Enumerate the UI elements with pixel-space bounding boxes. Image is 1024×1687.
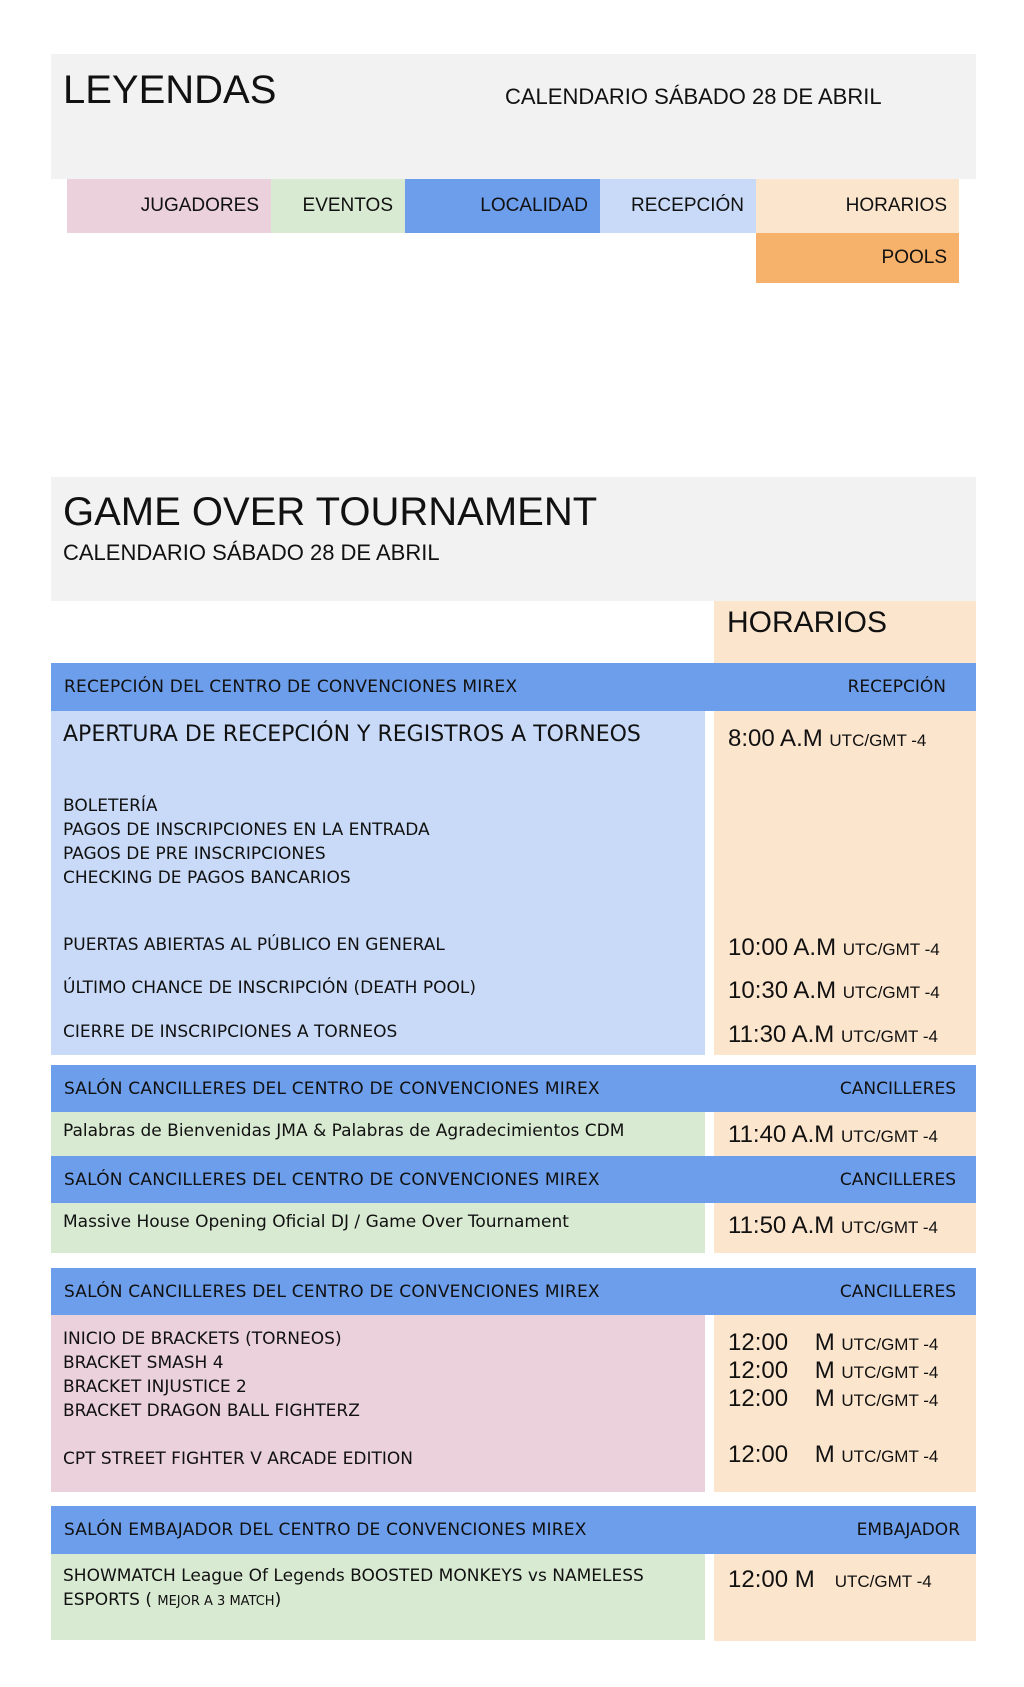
legend-horarios: HORARIOS xyxy=(756,179,959,233)
schedule-title: GAME OVER TOURNAMENT xyxy=(63,490,598,534)
section-divider xyxy=(51,1055,976,1065)
section-divider xyxy=(51,1253,976,1268)
event-label: SHOWMATCH League Of Legends BOOSTED MONKEYS vs NAMELESS xyxy=(63,1566,644,1586)
event-time: 12:00 M UTC/GMT -4 xyxy=(728,1385,939,1412)
event-label: CIERRE DE INSCRIPCIONES A TORNEOS xyxy=(63,1022,398,1042)
event-label: BRACKET DRAGON BALL FIGHTERZ xyxy=(63,1401,360,1421)
schedule-subtitle: CALENDARIO SÁBADO 28 DE ABRIL xyxy=(63,540,440,565)
event-label: PUERTAS ABIERTAS AL PÚBLICO EN GENERAL xyxy=(63,935,445,955)
event-time: 12:00 M UTC/GMT -4 xyxy=(728,1329,939,1356)
horarios-label: HORARIOS xyxy=(727,606,888,639)
event-time: 10:00 A.M UTC/GMT -4 xyxy=(728,934,940,961)
event-label: BRACKET SMASH 4 xyxy=(63,1353,224,1373)
event-time: 8:00 A.M UTC/GMT -4 xyxy=(728,725,927,752)
legend-pools: POOLS xyxy=(756,233,959,283)
event-label: INICIO DE BRACKETS (TORNEOS) xyxy=(63,1329,342,1349)
list-item: PAGOS DE PRE INSCRIPCIONES xyxy=(63,844,326,864)
venue-name: SALÓN CANCILLERES DEL CENTRO DE CONVENCIONES MIREX xyxy=(64,1170,600,1190)
venue-tag: EMBAJADOR xyxy=(856,1520,960,1540)
venue-name: RECEPCIÓN DEL CENTRO DE CONVENCIONES MIREX xyxy=(64,677,518,697)
event-label: ÚLTIMO CHANCE DE INSCRIPCIÓN (DEATH POOL) xyxy=(63,978,476,998)
list-item: CHECKING DE PAGOS BANCARIOS xyxy=(63,868,351,888)
legend-eventos: EVENTOS xyxy=(271,179,405,233)
event-label: Palabras de Bienvenidas JMA & Palabras de Agradecimientos CDM xyxy=(63,1121,625,1141)
venue-tag: CANCILLERES xyxy=(839,1282,956,1302)
list-item: PAGOS DE INSCRIPCIONES EN LA ENTRADA xyxy=(63,820,430,840)
event-label: CPT STREET FIGHTER V ARCADE EDITION xyxy=(63,1449,413,1469)
legend-title: LEYENDAS xyxy=(63,68,277,112)
venue-name: SALÓN EMBAJADOR DEL CENTRO DE CONVENCIONES MIREX xyxy=(64,1520,587,1540)
event-time: 10:30 A.M UTC/GMT -4 xyxy=(728,977,940,1004)
section-divider xyxy=(51,1492,976,1506)
event-time: 11:50 A.M UTC/GMT -4 xyxy=(728,1212,938,1239)
event-time: 11:30 A.M UTC/GMT -4 xyxy=(728,1021,938,1048)
venue-name: SALÓN CANCILLERES DEL CENTRO DE CONVENCIONES MIREX xyxy=(64,1282,600,1302)
event-headline: APERTURA DE RECEPCIÓN Y REGISTROS A TORNEOS xyxy=(63,722,641,747)
venue-tag: CANCILLERES xyxy=(839,1170,956,1190)
legend-localidad: LOCALIDAD xyxy=(405,179,600,233)
event-time: 12:00 M UTC/GMT -4 xyxy=(728,1566,932,1593)
event-time: 12:00 M UTC/GMT -4 xyxy=(728,1441,939,1468)
venue-tag: CANCILLERES xyxy=(839,1079,956,1099)
venue-name: SALÓN CANCILLERES DEL CENTRO DE CONVENCIONES MIREX xyxy=(64,1079,600,1099)
venue-tag: RECEPCIÓN xyxy=(847,677,946,697)
event-label: ESPORTS ( MEJOR A 3 MATCH) xyxy=(63,1590,282,1610)
event-label: BRACKET INJUSTICE 2 xyxy=(63,1377,247,1397)
event-time: 11:40 A.M UTC/GMT -4 xyxy=(728,1121,938,1148)
event-time: 12:00 M UTC/GMT -4 xyxy=(728,1357,939,1384)
list-item: BOLETERÍA xyxy=(63,796,158,816)
legend-jugadores: JUGADORES xyxy=(67,179,271,233)
legend-subtitle: CALENDARIO SÁBADO 28 DE ABRIL xyxy=(505,84,882,109)
legend-recepcion: RECEPCIÓN xyxy=(600,179,756,233)
event-label: Massive House Opening Oficial DJ / Game Over Tournament xyxy=(63,1212,569,1232)
